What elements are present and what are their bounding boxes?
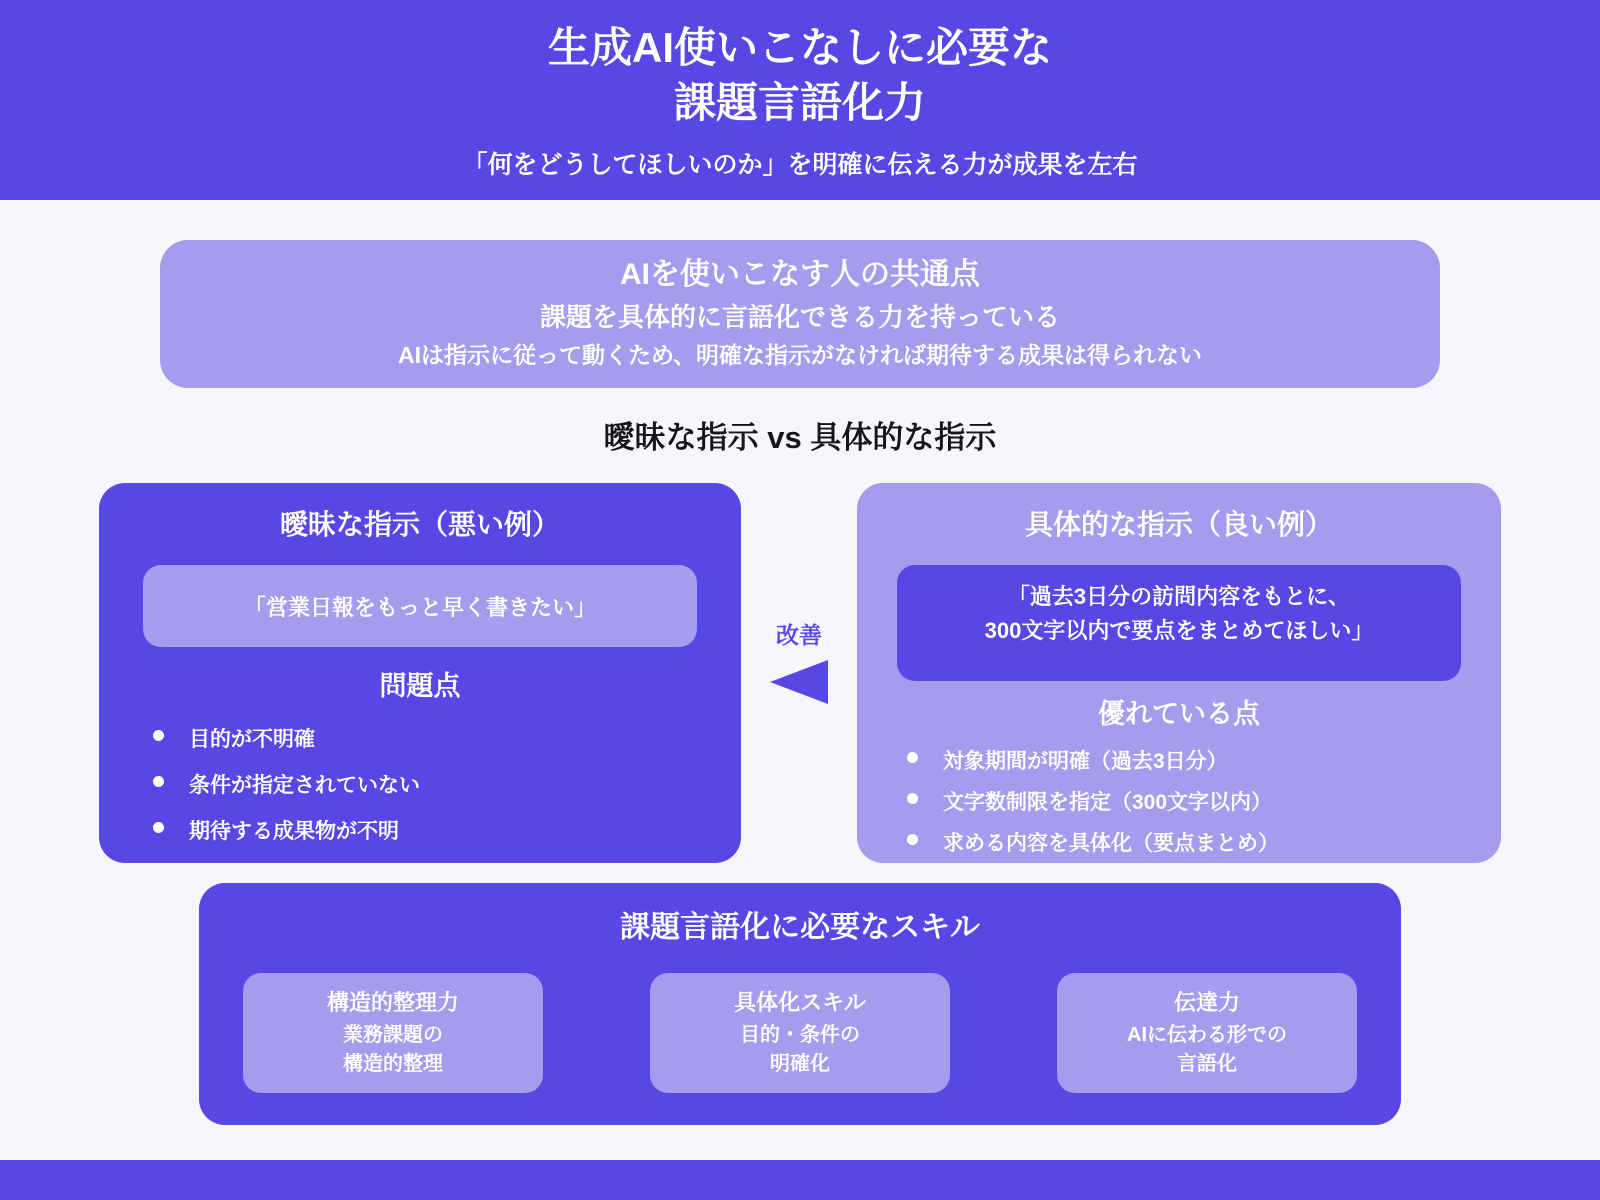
- skill-desc-line1: 業務課題の: [343, 1023, 443, 1046]
- skills-title: 課題言語化に必要なスキル: [620, 911, 980, 944]
- bad-bullet-3: 期待する成果物が不明: [189, 820, 399, 843]
- bad-example-section-title: 問題点: [379, 671, 461, 701]
- good-example-quote-line2: 300文字以内で要点をまとめてほしい」: [984, 618, 1374, 643]
- skill-desc-line1: AIに伝わる形での: [1127, 1023, 1287, 1046]
- good-example-quote-line1: 「過去3日分の訪問内容をもとに、: [1007, 584, 1351, 609]
- skill-name: 伝達力: [1173, 989, 1240, 1015]
- list-item: [153, 771, 741, 800]
- improvement-arrow-group: [741, 483, 857, 863]
- vs-section-heading: 曖昧な指示 vs 具体的な指示: [603, 420, 997, 455]
- good-example-section-title: 優れている点: [1098, 699, 1260, 729]
- skill-desc-line2: 明確化: [770, 1052, 830, 1075]
- bad-example-quote: 「営業日報をもっと早く書きたい」: [143, 565, 697, 647]
- skill-desc-line2: 構造的整理: [343, 1052, 443, 1075]
- skill-desc-line2: 言語化: [1177, 1052, 1237, 1075]
- common-points-line2: AIは指示に従って動くため、明確な指示がなければ期待する成果は得られない: [397, 342, 1203, 368]
- good-example-bullet-list: [857, 747, 1501, 858]
- footer-bar: [0, 1160, 1600, 1200]
- common-points-box: [160, 240, 1440, 388]
- skill-card-communication: [1057, 973, 1357, 1093]
- skill-card-structuring: [243, 973, 543, 1093]
- skill-name: 構造的整理力: [326, 989, 459, 1015]
- skill-name: 具体化スキル: [734, 989, 866, 1015]
- bullet-dot-icon: [153, 730, 164, 741]
- list-item: [153, 817, 741, 846]
- good-example-quote: [897, 565, 1461, 681]
- header-banner: [0, 0, 1600, 200]
- bullet-dot-icon: [153, 822, 164, 833]
- bullet-dot-icon: [907, 752, 918, 763]
- skills-box: [199, 883, 1401, 1125]
- skill-card-concretization: [650, 973, 950, 1093]
- bullet-dot-icon: [153, 776, 164, 787]
- list-item: [907, 747, 1501, 776]
- good-example-title: 具体的な指示（良い例）: [1024, 509, 1333, 540]
- common-points-line1: 課題を具体的に言語化できる力を持っている: [539, 302, 1060, 332]
- bad-example-card: [99, 483, 741, 863]
- good-bullet-3: 求める内容を具体化（要点まとめ）: [943, 832, 1279, 855]
- bad-bullet-1: 目的が不明確: [189, 728, 315, 751]
- page-title-line2: 課題言語化力: [673, 78, 926, 126]
- page-subtitle: 「何をどうしてほしいのか」を明確に伝える力が成果を左右: [462, 150, 1138, 179]
- comparison-row: [99, 483, 1501, 863]
- bad-example-title: 曖昧な指示（悪い例）: [279, 509, 560, 540]
- good-bullet-1: 対象期間が明確（過去3日分）: [943, 750, 1228, 773]
- improvement-label: 改善: [776, 622, 822, 648]
- list-item: [153, 725, 741, 754]
- bad-example-bullet-list: [99, 725, 741, 846]
- common-points-title: AIを使いこなす人の共通点: [620, 258, 980, 291]
- list-item: [907, 788, 1501, 817]
- list-item: [907, 829, 1501, 858]
- good-example-card: [857, 483, 1501, 863]
- bullet-dot-icon: [907, 793, 918, 804]
- page-title-line1: 生成AI使いこなしに必要な: [547, 23, 1052, 71]
- bad-bullet-2: 条件が指定されていない: [189, 774, 420, 797]
- bullet-dot-icon: [907, 834, 918, 845]
- left-arrow-icon: [770, 660, 828, 704]
- skills-row: [243, 973, 1357, 1093]
- skill-desc-line1: 目的・条件の: [740, 1023, 860, 1046]
- good-bullet-2: 文字数制限を指定（300文字以内）: [943, 791, 1273, 814]
